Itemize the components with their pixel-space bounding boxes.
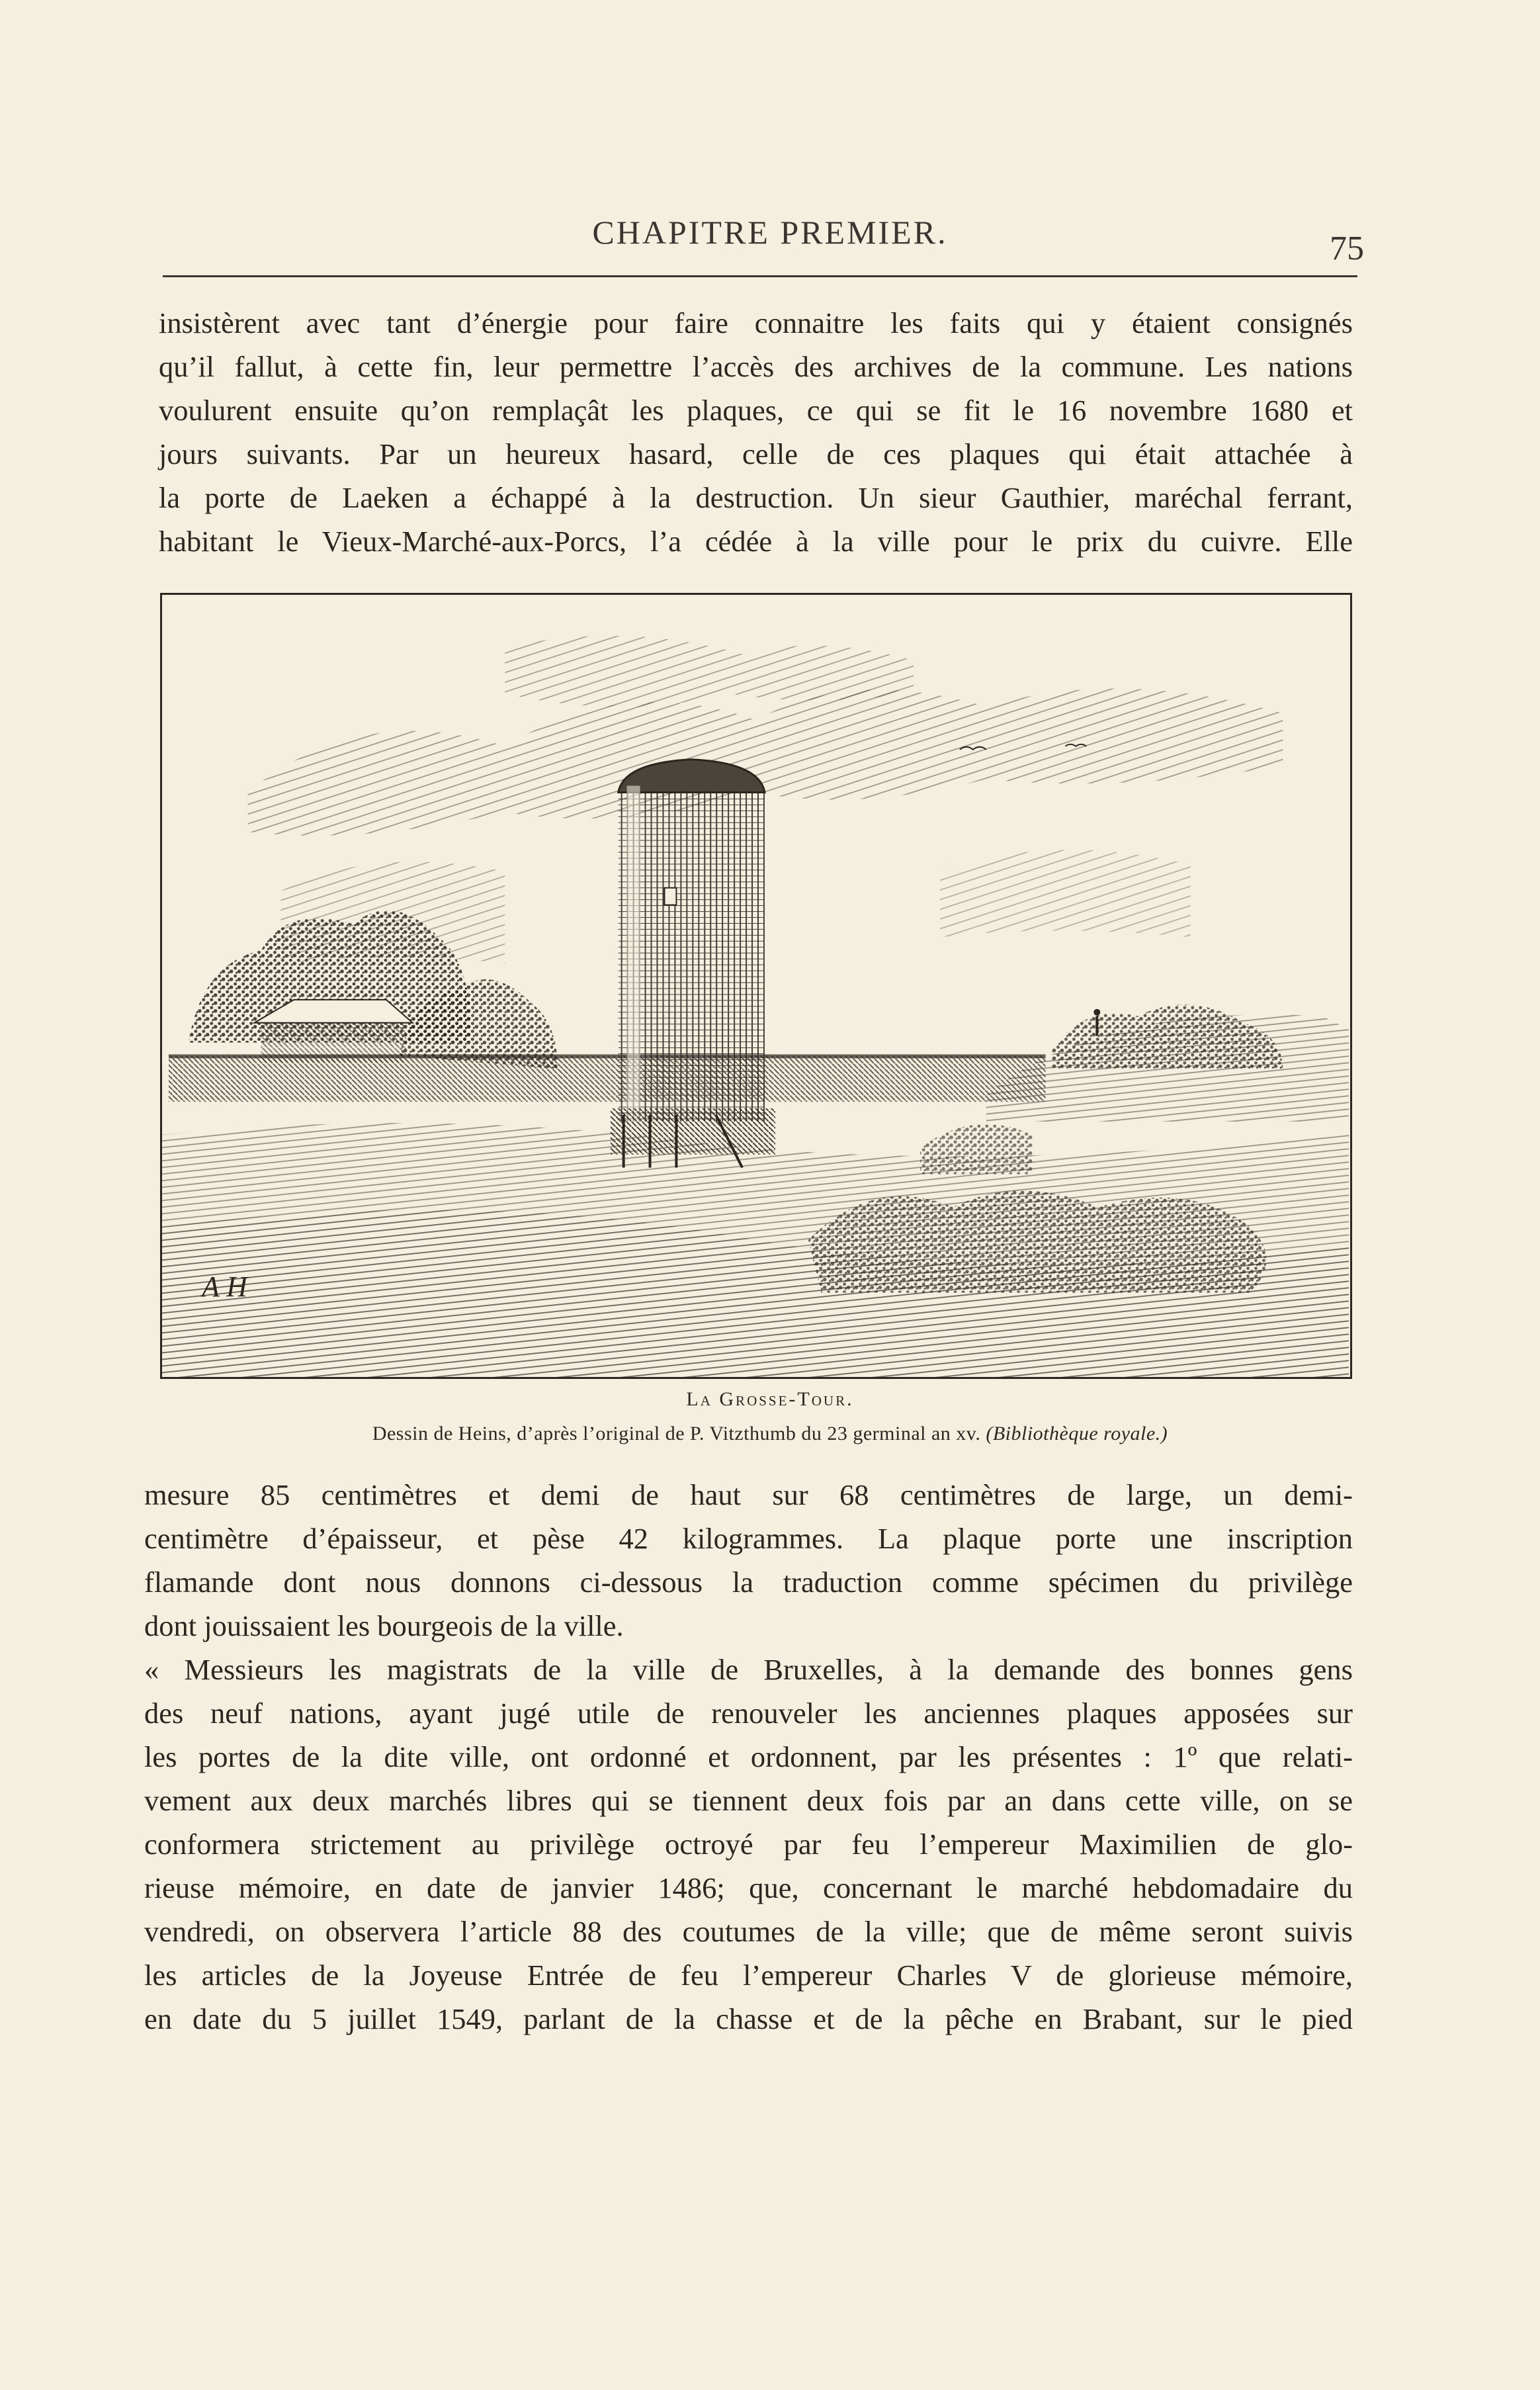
page-number: 75	[1330, 230, 1364, 267]
text-line: les portes de la dite ville, ont ordonné et ordonnent, par les présentes : 1º que relati-	[144, 1740, 1353, 1773]
engraving-illustration	[160, 593, 1352, 1379]
text-line: jours suivants. Par un heureux hasard, celle de ces plaques qui était attachée à	[159, 437, 1353, 470]
text-line: centimètre d’épaisseur, et pèse 42 kilogrammes. La plaque porte une inscription	[144, 1522, 1353, 1555]
text-line: les articles de la Joyeuse Entrée de feu l’empereur Charles V de glorieuse mémoire,	[144, 1959, 1353, 1992]
figure-caption-text: Dessin de Heins, d’après l’original de P. Vitzthumb du 23 germinal an xv.	[372, 1423, 981, 1444]
text-line: vement aux deux marchés libres qui se tiennent deux fois par an dans cette ville, on se	[144, 1784, 1353, 1817]
text-line: insistèrent avec tant d’énergie pour faire connaitre les faits qui y étaient consignés	[159, 306, 1353, 339]
engraver-signature: A H	[202, 1270, 247, 1303]
text-line: flamande dont nous donnons ci-dessous la traduction comme spécimen du privilège	[144, 1566, 1353, 1599]
text-line: conformera strictement au privilège octroyé par feu l’empereur Maximilien de glo-	[144, 1828, 1353, 1861]
text-line: dont jouissaient les bourgeois de la ville.	[144, 1609, 624, 1642]
grosse-tour-engraving	[162, 595, 1350, 1377]
figure-caption	[0, 1423, 1540, 1445]
bottom-paragraph	[144, 1473, 1353, 2041]
text-line: voulurent ensuite qu’on remplaçât les plaques, ce qui se fit le 16 novembre 1680 et	[159, 394, 1353, 427]
header-rule	[163, 275, 1357, 277]
text-line: habitant le Vieux-Marché-aux-Porcs, l’a cédée à la ville pour le prix du cuivre. Elle	[159, 525, 1353, 558]
figure-source: (Bibliothèque royale.)	[986, 1423, 1168, 1444]
chapter-title: CHAPITRE PREMIER.	[592, 214, 948, 251]
text-line: la porte de Laeken a échappé à la destruction. Un sieur Gauthier, maréchal ferrant,	[159, 481, 1353, 514]
text-line: vendredi, on observera l’article 88 des coutumes de la ville; que de même seront suivis	[144, 1915, 1353, 1948]
text-line: en date du 5 juillet 1549, parlant de la chasse et de la pêche en Brabant, sur le pied	[144, 2002, 1353, 2035]
top-paragraph	[159, 301, 1353, 563]
figure-title: La Grosse-Tour.	[686, 1388, 854, 1410]
text-line: mesure 85 centimètres et demi de haut sur 68 centimètres de large, un demi-	[144, 1478, 1353, 1511]
text-line: qu’il fallut, à cette fin, leur permettre l’accès des archives de la commune. Les nations	[159, 350, 1353, 383]
text-line: « Messieurs les magistrats de la ville de Bruxelles, à la demande des bonnes gens	[144, 1653, 1353, 1686]
text-line: rieuse mémoire, en date de janvier 1486; que, concernant le marché hebdomadaire du	[144, 1871, 1353, 1904]
text-line: des neuf nations, ayant jugé utile de renouveler les anciennes plaques apposées sur	[144, 1697, 1353, 1730]
